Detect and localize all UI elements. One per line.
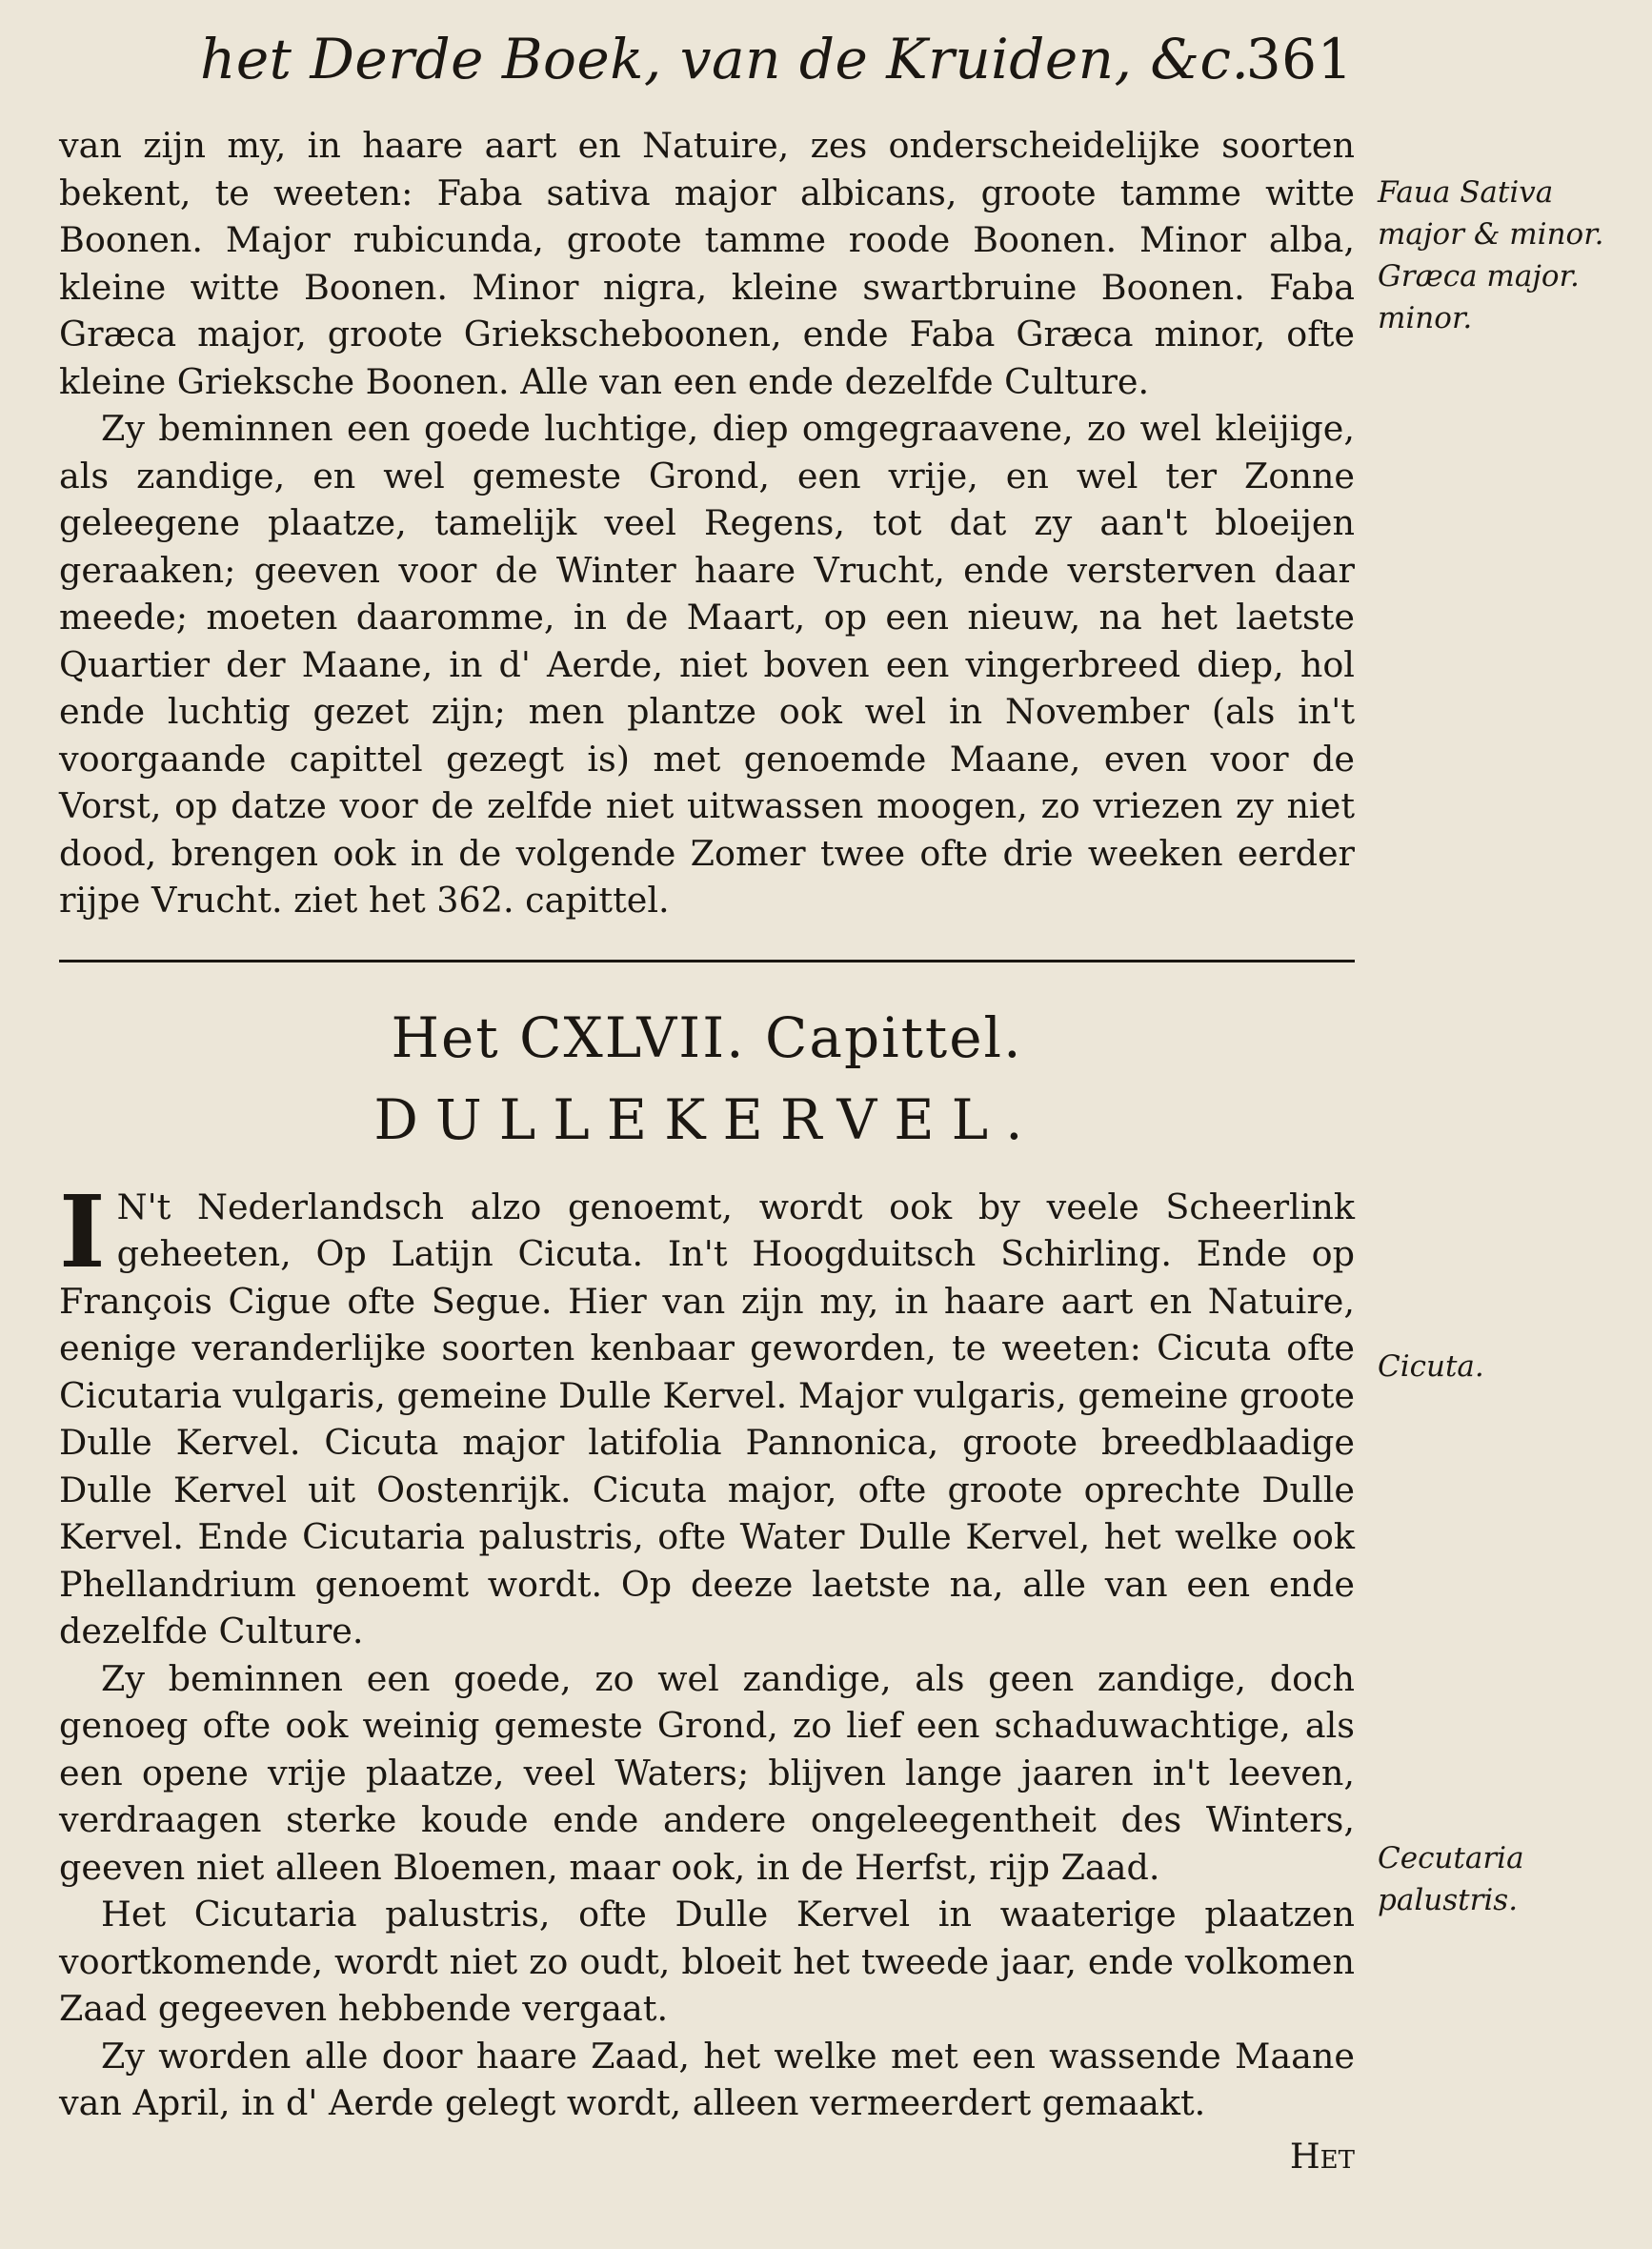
- catchword: Het: [1289, 2135, 1355, 2177]
- section-divider: [59, 960, 1355, 962]
- paragraph-bean-culture: Zy beminnen een goede luchtige, diep omgegraavene, zo wel kleijige, als zandige, en wel gemeste Grond, een vrije, en wel ter Zonne geleegene plaatze, tamelijk veel Regens, tot dat zy aan't bloeijen geraaken; geeven voor de Winter haare Vrucht, ende versterven daar meede; moeten daaromme, in de Maart, op een nieuw, na het laetste Quartier der Maane, in d' Aerde, niet boven een vingerbreed diep, hol ende luchtig gezet zijn; men plantze ook wel in November (als in't voorgaande capittel gezegt is) met genoemde Maane, even voor de Vorst, op datze voor de zelfde niet uitwassen moogen, zo vriezen zy niet dood, brengen ook in de volgende Zomer twee ofte drie weeken eerder rijpe Vrucht. ziet het 362. capittel.: [59, 408, 1355, 921]
- paragraph-cicutaria-palustris: Het Cicutaria palustris, ofte Dulle Kervel in waaterige plaatzen voortkomende, wordt niet zo oudt, bloeit het tweede jaar, ende volkomen Zaad gegeeven hebbende vergaat.: [59, 1894, 1355, 2029]
- drop-cap-initial: I: [59, 1172, 106, 1290]
- margin-note-cicuta: Cicuta.: [1378, 1349, 1484, 1384]
- page-number: 361: [1245, 27, 1353, 91]
- margin-note-cicutaria: Cecutaria palustris.: [1378, 1841, 1524, 1917]
- paragraph-cicuta-culture: Zy beminnen een goede, zo wel zandige, als geen zandige, doch genoeg ofte ook weinig gemeste Grond, zo lief een schaduwachtige, als een opene vrije plaatze, veel Waters; blijven lange jaaren in't leeven, verdraagen sterke koude ende andere ongeleegentheit des Winters, geeven niet alleen Bloemen, maar ook, in de Herfst, rijp Zaad.: [59, 1657, 1355, 1888]
- paragraph-bean-varieties: van zijn my, in haare aart en Natuire, zes onderscheidelijke soorten bekent, te weeten: Faba sativa major albicans, groote tamme witte Boonen. Major rubicunda, groote tamme roode Boonen. Minor alba, kleine witte Boonen. Minor nigra, kleine swartbruine Boonen. Faba Græca major, groote Griekscheboonen, ende Faba Græca minor, ofte kleine Grieksche Boonen. Alle van een ende dezelfde Culture.: [59, 125, 1355, 402]
- chapter-title: DULLEKERVEL.: [373, 1086, 1040, 1152]
- page-body: [59, 122, 1355, 2179]
- running-title: het Derde Boek, van de Kruiden, &c.: [200, 27, 1250, 91]
- margin-note-faba: Faua Sativa major & minor. Græca major. minor.: [1378, 175, 1604, 335]
- chapter-heading: Het CXLVII. Capittel.: [391, 1004, 1023, 1070]
- running-head: [200, 27, 1353, 103]
- paragraph-propagation: Zy worden alle door haare Zaad, het welke met een wassende Maane van April, in d' Aerde gelegt wordt, alleen vermeerdert gemaakt.: [59, 2035, 1355, 2123]
- paragraph-names: [59, 1172, 1355, 1655]
- paragraph-names-text: N't Nederlandsch alzo genoemt, wordt ook by veele Scheerlink geheeten, Op Latijn Cicuta. In't Hoogduitsch Schirling. Ende op François Cigue ofte Segue. Hier van zijn my, in haare aart en Natuire, eenige veranderlijke soorten kenbaar geworden, te weeten: Cicuta ofte Cicutaria vulgaris, gemeine Dulle Kervel. Major vulgaris, gemeine groote Dulle Kervel. Cicuta major latifolia Pannonica, groote breedblaadige Dulle Kervel uit Oostenrijk. Cicuta major, ofte groote oprechte Dulle Kervel. Ende Cicutaria palustris, ofte Water Dulle Kervel, het welke ook Phellandrium genoemt wordt. Op deeze laetste na, alle van een ende dezelfde Culture.: [59, 1185, 1355, 1651]
